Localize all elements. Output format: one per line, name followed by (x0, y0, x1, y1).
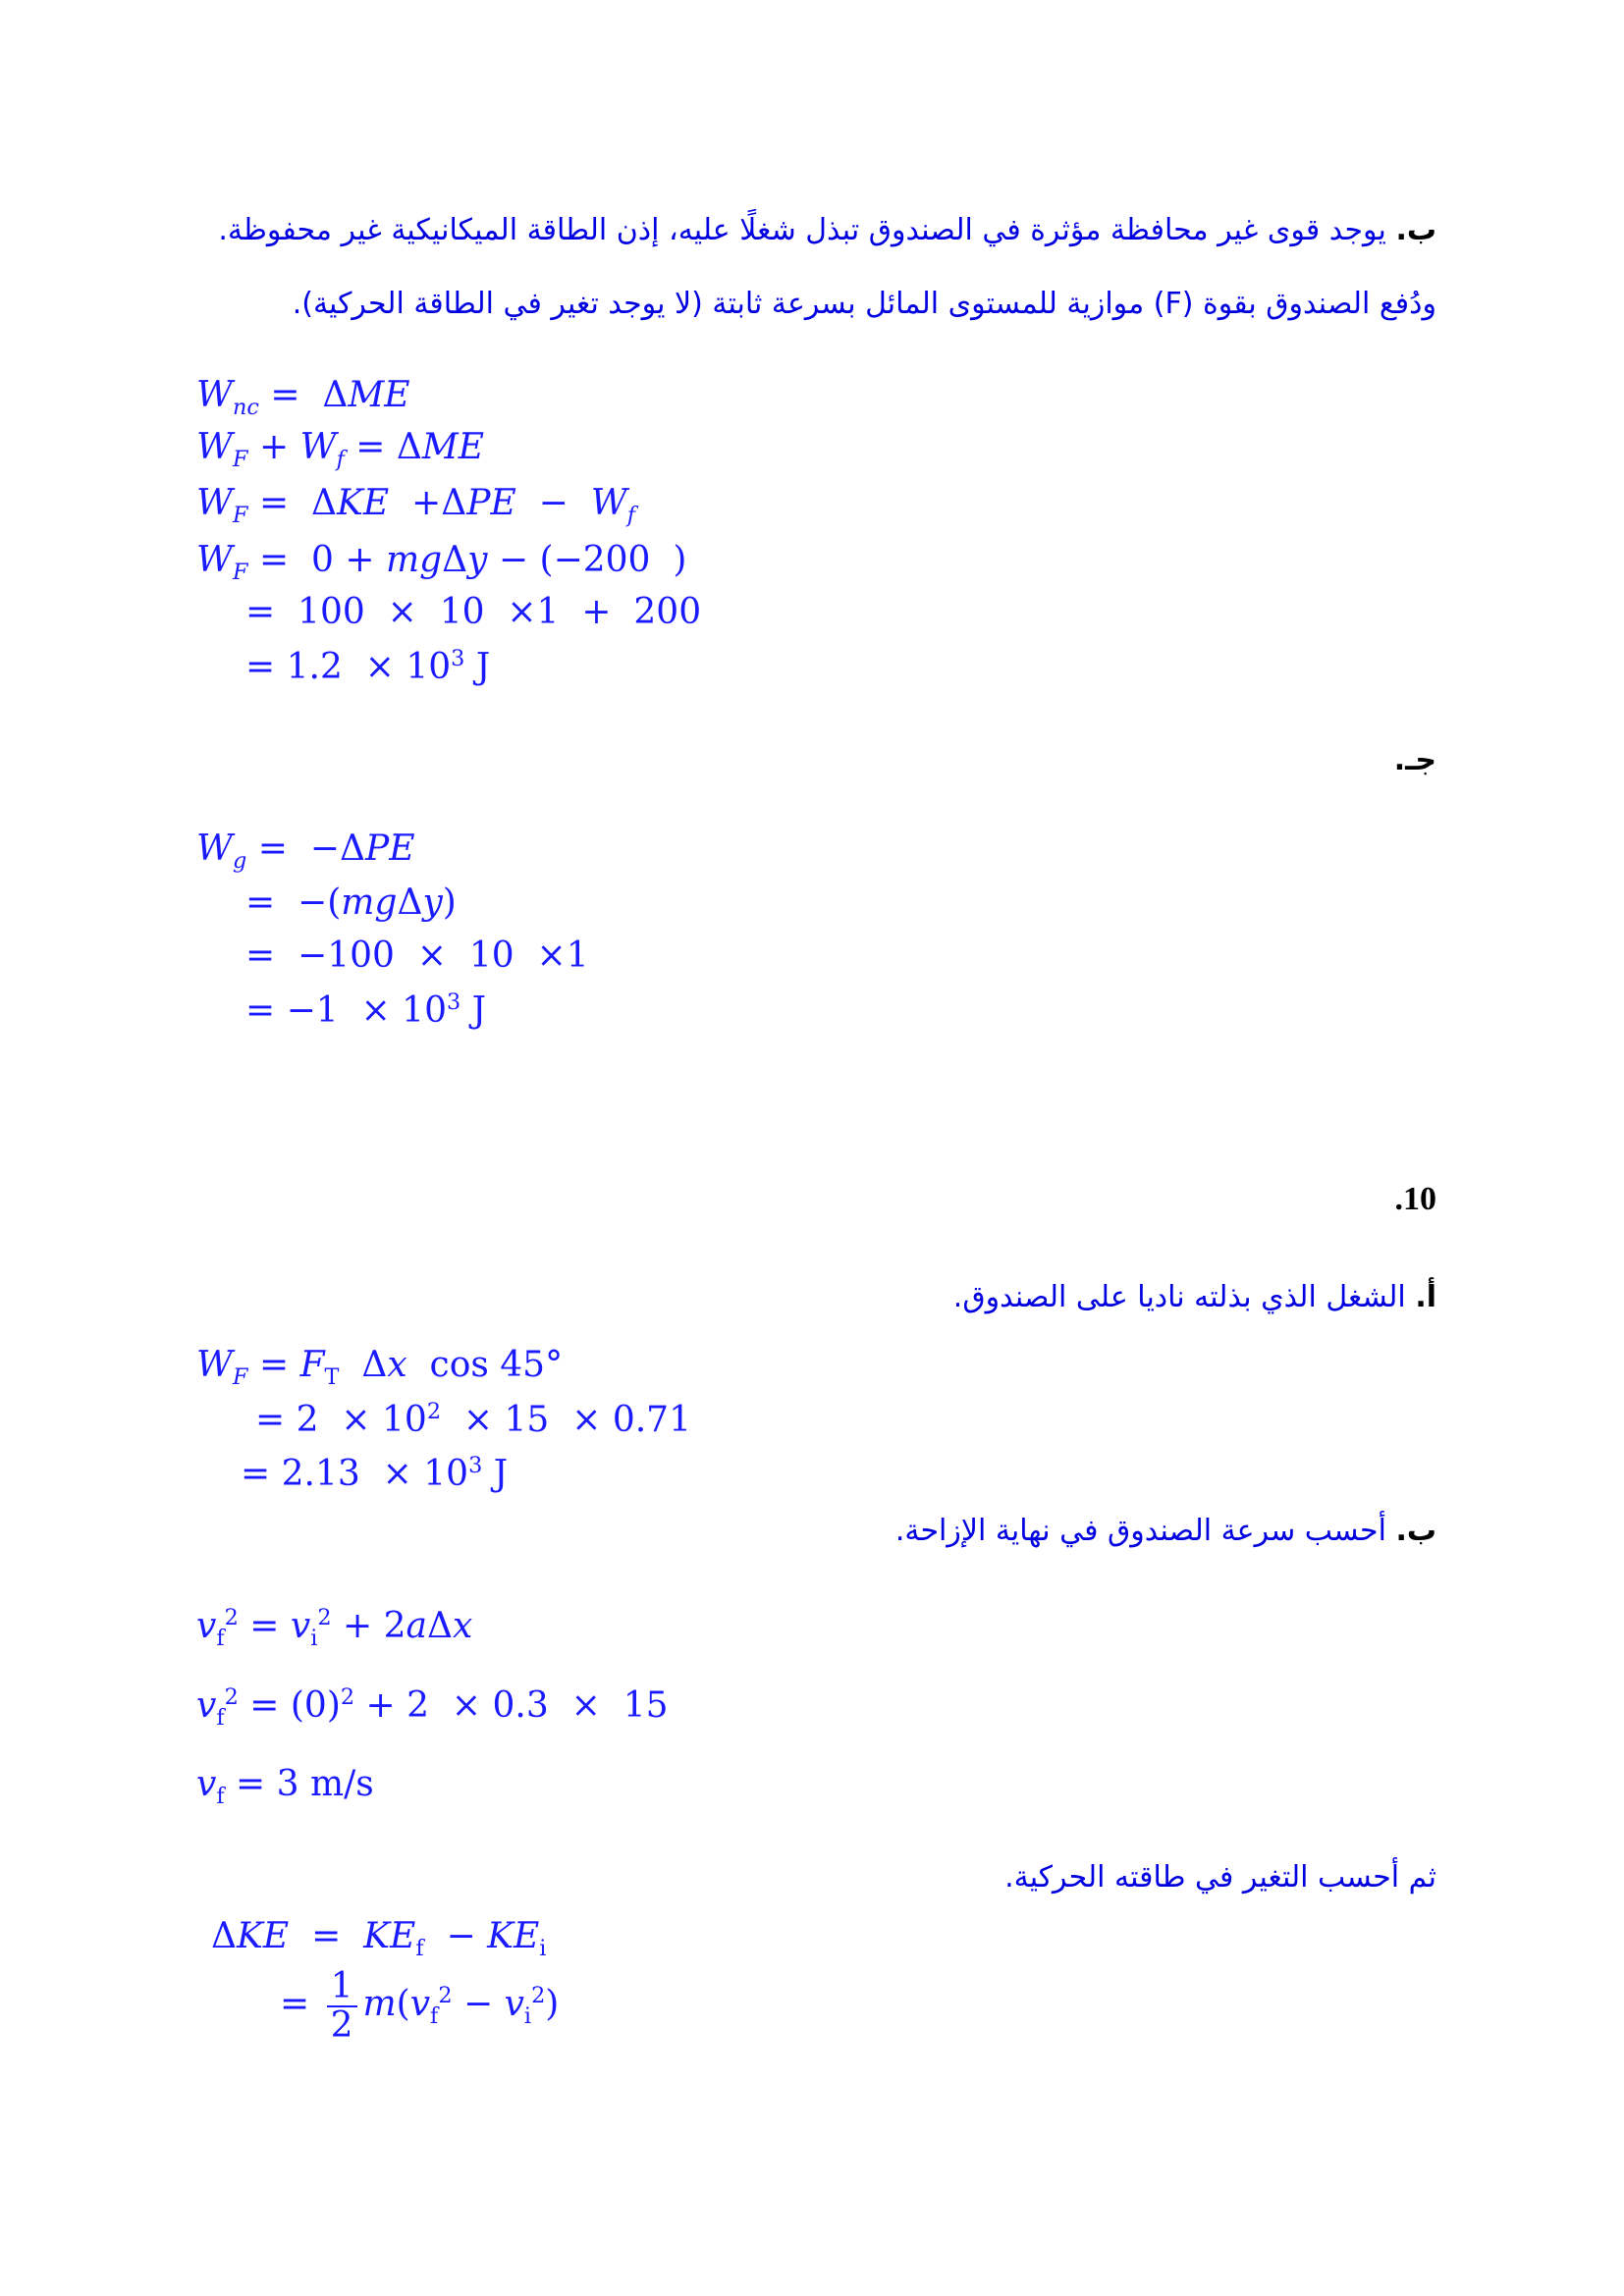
eq-q10a-1: $W_F = F_T$ Δx cos 45° (196, 1345, 564, 1391)
eq-b-6: = $1.2 \times 10^3$ J (245, 646, 491, 687)
part-b-line-1 (218, 213, 1436, 247)
part-b-marker: ب. (1395, 213, 1436, 247)
part-b-text-1: يوجد قوى غير محافظة مؤثرة في الصندوق تبذل شغلًا عليه، إذن الطاقة الميكانيكية غير محفوظة. (218, 213, 1386, 247)
q10-b-text: أحسب سرعة الصندوق في نهاية الإزاحة. (894, 1514, 1386, 1548)
q10-c-text: ثم أحسب التغير في طاقته الحركية. (1004, 1860, 1436, 1895)
q10-a-text: الشغل الذي بذلته ناديا على الصندوق. (952, 1280, 1406, 1314)
q10-a-line (952, 1280, 1436, 1314)
eq-q10b-2: $v_f^2 = (0)^2 + 2 \times 0.3 \times 15$ (196, 1684, 669, 1732)
eq-q10c-2: = $\frac{1}{2}$ $m(v_f^2 - v_i^2)$ (280, 1966, 560, 2046)
eq-b-3: $W_F = \Delta KE +\Delta PE - W_f$ (196, 483, 635, 529)
q10-b-line (894, 1514, 1436, 1548)
part-c-marker: جـ. (1393, 743, 1436, 777)
eq-q10c-1: $\Delta KE = KE_f - KE_i$ (211, 1916, 547, 1962)
eq-c-3: = −100 × 10 ×1 (245, 935, 589, 976)
part-b-line-2: ودُفع الصندوق بقوة (F) موازية للمستوى المائل بسرعة ثابتة (لا يوجد تغير في الطاقة الحركية). (292, 287, 1436, 321)
eq-c-2: = −(mgΔy) (245, 882, 457, 923)
eq-b-2: $W_F + W_f = \Delta ME$ (196, 427, 485, 473)
eq-b-4: $W_F = 0 + mg\Delta y - (-200$ ) (196, 540, 687, 586)
eq-q10a-2: = $2 \times 10^2 \times 15 \times 0.71$ (255, 1399, 691, 1440)
q10-a-marker: أ. (1415, 1280, 1436, 1314)
eq-q10b-3: $v_f = 3$ m/s (196, 1764, 374, 1810)
eq-c-1: $W_g = -\Delta PE$ (196, 828, 415, 875)
eq-q10a-3: = $2.13 \times 10^3$ J (241, 1453, 509, 1494)
eq-c-4: = $-1 \times 10^3$ J (245, 989, 487, 1031)
q10-b-marker: ب. (1395, 1514, 1436, 1548)
eq-b-5: = 100 × 10 ×1 + 200 (245, 592, 702, 632)
question-number: .10 (1394, 1181, 1436, 1217)
part-c-marker-line (1393, 743, 1436, 777)
eq-q10b-1: $v_f^2 = v_i^2 + 2a\Delta x$ (196, 1605, 473, 1652)
eq-b-1: $W_{nc} = \Delta ME$ (196, 375, 410, 421)
fraction-one-half: $\frac{1}{2}$ (327, 1968, 357, 2045)
